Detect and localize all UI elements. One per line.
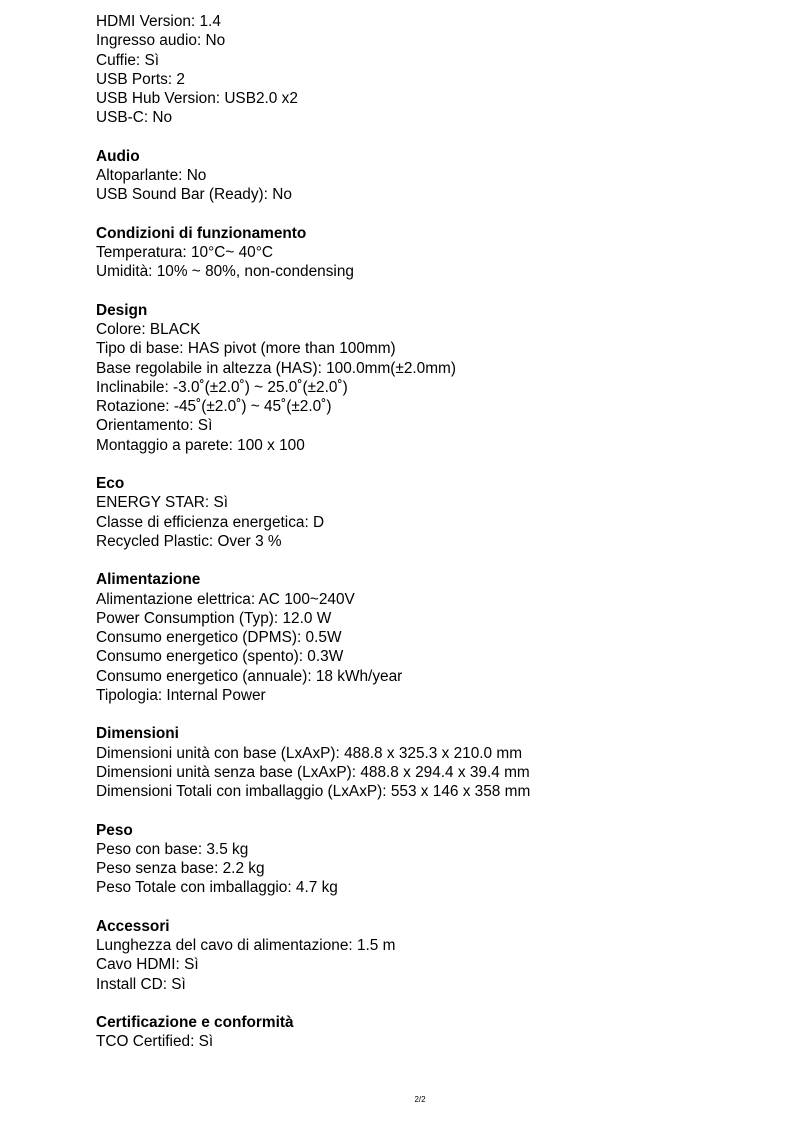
section-operating-conditions <box>96 224 756 282</box>
spec-line: Dimensioni Totali con imballaggio (LxAxP): 553 x 146 x 358 mm <box>96 783 531 800</box>
spec-line: USB Ports: 2 <box>96 70 185 88</box>
spec-line: Cuffie: Sì <box>96 51 160 69</box>
section-accessories <box>96 917 756 994</box>
page-number: 2/2 <box>414 1095 426 1104</box>
intro-block <box>96 12 756 128</box>
spec-line: Dimensioni unità con base (LxAxP): 488.8 x 325.3 x 210.0 mm <box>96 744 523 762</box>
spec-line: Peso con base: 3.5 kg <box>96 840 249 858</box>
section-eco <box>96 474 756 551</box>
spec-line: Power Consumption (Typ): 12.0 W <box>96 609 332 627</box>
section-power <box>96 570 756 705</box>
spec-line: Dimensioni unità senza base (LxAxP): 488.8 x 294.4 x 39.4 mm <box>96 763 530 781</box>
section-title: Dimensioni <box>96 725 179 743</box>
spec-line: Consumo energetico (annuale): 18 kWh/year <box>96 667 403 685</box>
spec-line: Umidità: 10% ~ 80%, non-condensing <box>96 263 354 281</box>
spec-line: USB-C: No <box>96 109 173 127</box>
section-title: Accessori <box>96 917 170 935</box>
section-dimensions <box>96 724 756 801</box>
section-title: Alimentazione <box>96 571 201 589</box>
spec-line: Base regolabile in altezza (HAS): 100.0mm(±2.0mm) <box>96 359 457 377</box>
section-title: Audio <box>96 147 140 165</box>
spec-line: USB Sound Bar (Ready): No <box>96 186 292 204</box>
spec-line: Peso Totale con imballaggio: 4.7 kg <box>96 879 338 897</box>
spec-line: Altoparlante: No <box>96 167 207 184</box>
section-title: Eco <box>96 475 125 492</box>
spec-line: ENERGY STAR: Sì <box>96 494 228 512</box>
spec-line: Ingresso audio: No <box>96 32 226 50</box>
spec-line: Montaggio a parete: 100 x 100 <box>96 436 305 454</box>
spec-line: TCO Certified: Sì <box>96 1033 214 1051</box>
spec-line: Peso senza base: 2.2 kg <box>96 860 265 877</box>
spec-line: Consumo energetico (spento): 0.3W <box>96 648 344 666</box>
section-title: Design <box>96 301 148 319</box>
spec-line: Temperatura: 10°C~ 40°C <box>96 244 273 261</box>
spec-line: Classe di efficienza energetica: D <box>96 513 325 531</box>
spec-line: Alimentazione elettrica: AC 100~240V <box>96 590 355 608</box>
spec-line: Lunghezza del cavo di alimentazione: 1.5 m <box>96 937 396 954</box>
spec-line: Cavo HDMI: Sì <box>96 956 199 974</box>
section-title: Peso <box>96 821 133 839</box>
spec-line: Install CD: Sì <box>96 975 186 993</box>
spec-line: HDMI Version: 1.4 <box>96 13 221 30</box>
section-weight <box>96 821 756 898</box>
section-title: Condizioni di funzionamento <box>96 224 307 242</box>
section-title: Certificazione e conformità <box>96 1014 294 1031</box>
spec-line: Consumo energetico (DPMS): 0.5W <box>96 629 342 646</box>
spec-document <box>96 12 756 1052</box>
spec-line: Orientamento: Sì <box>96 417 213 435</box>
spec-line: USB Hub Version: USB2.0 x2 <box>96 90 298 107</box>
spec-line: Tipologia: Internal Power <box>96 686 266 704</box>
spec-line: Rotazione: -45˚(±2.0˚) ~ 45˚(±2.0˚) <box>96 398 332 415</box>
section-design <box>96 301 756 455</box>
spec-line: Recycled Plastic: Over 3 % <box>96 532 282 550</box>
spec-line: Tipo di base: HAS pivot (more than 100mm) <box>96 340 396 358</box>
spec-line: Inclinabile: -3.0˚(±2.0˚) ~ 25.0˚(±2.0˚) <box>96 378 348 396</box>
section-audio <box>96 147 756 205</box>
section-certification <box>96 1013 756 1052</box>
spec-line: Colore: BLACK <box>96 321 201 338</box>
